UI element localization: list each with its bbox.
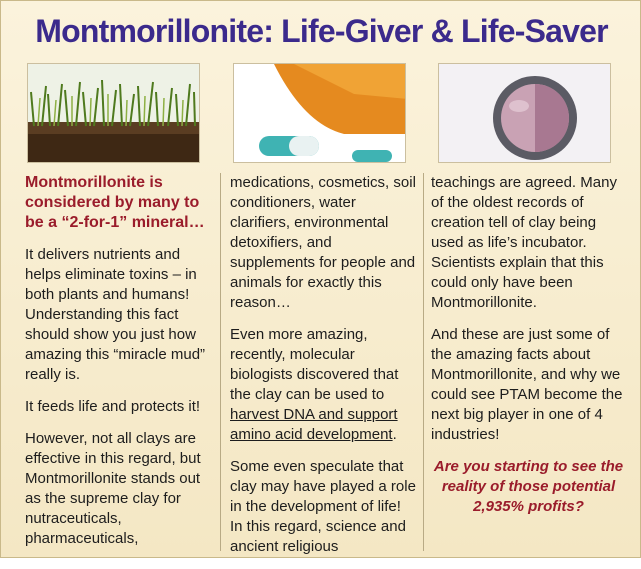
paragraph: And these are just some of the amazing facts about Montmorillonite, and why we could see PTAM become the next big player in one of 4 industries! <box>431 326 623 443</box>
page-title: Montmorillonite: Life-Giver & Life-Saver <box>35 13 608 49</box>
column-right <box>431 173 626 529</box>
closing-question: Are you starting to see the reality of those potential 2,935% profits? <box>433 458 624 515</box>
column-divider <box>220 173 221 551</box>
paragraph: Some even speculate that clay may have played a role in the development of life! In this regard, science and ancient religious <box>230 458 416 555</box>
makeup-compact-photo <box>438 63 611 163</box>
paragraph-text: . <box>392 426 397 443</box>
paragraph <box>230 325 417 445</box>
paragraph: It delivers nutrients and helps eliminate toxins – in both plants and humans! Understanding this fact should show you just how amazing this “miracle mud” really is. <box>25 246 206 383</box>
column-middle <box>230 173 417 569</box>
lead-heading: Montmorillonite is considered by many to be a “2-for-1” mineral… <box>25 174 205 231</box>
column-left <box>25 173 215 561</box>
grass-soil-photo <box>27 63 200 163</box>
dna-link[interactable]: harvest DNA and support amino acid development <box>230 406 398 443</box>
paragraph: medications, cosmetics, soil conditioners, water clarifiers, environmental detoxifiers, and supplements for people and animals for exactly this reason… <box>230 174 416 311</box>
pill-bottle-photo <box>233 63 406 163</box>
paragraph: It feeds life and protects it! <box>25 398 201 415</box>
paragraph-text: Even more amazing, recently, molecular biologists discovered that the clay can be used to <box>230 326 399 403</box>
paragraph: However, not all clays are effective in this regard, but Montmorillonite stands out as the supreme clay for nutraceuticals, pharmaceuticals, <box>25 430 201 547</box>
paragraph: teachings are agreed. Many of the oldest records of creation tell of clay being used as life’s incubator. Scientists explain that this could only have been Montmorillonite. <box>431 174 617 311</box>
column-divider <box>423 173 424 551</box>
